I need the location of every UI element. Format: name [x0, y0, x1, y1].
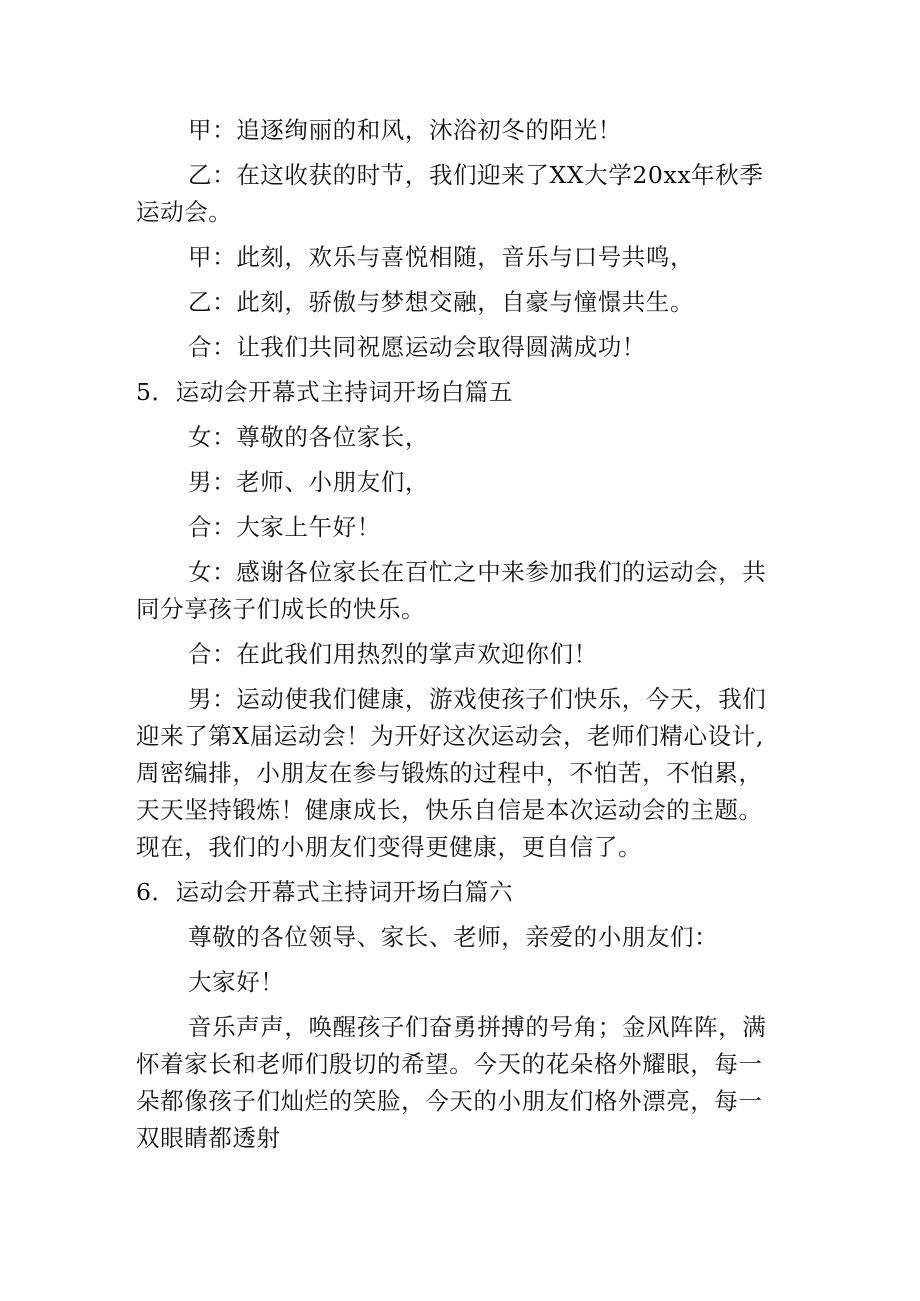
paragraph: 大家好！ — [188, 968, 285, 996]
paragraph: 音乐声声，唤醒孩子们奋勇拼搏的号角；金风阵阵，满怀着家长和老师们殷切的希望。今天的花朵格外耀眼，每一朵都像孩子们灿烂的笑脸，今天的小朋友们格外漂亮，每一双眼睛都透射 — [136, 1013, 767, 1152]
paragraph: 尊敬的各位领导、家长、老师，亲爱的小朋友们： — [188, 923, 719, 951]
paragraph: 甲：追逐绚丽的和风，沐浴初冬的阳光！ — [188, 116, 622, 144]
paragraph: 合：在此我们用热烈的掌声欢迎你们！ — [188, 640, 598, 668]
section-heading: 6．运动会开幕式主持词开场白篇六 — [136, 878, 514, 906]
paragraph: 乙：此刻，骄傲与梦想交融，自豪与憧憬共生。 — [188, 288, 695, 316]
paragraph: 男：运动使我们健康，游戏使孩子们快乐，今天，我们迎来了第X届运动会！为开好这次运动会，老师们精心设计,周密编排，小朋友在参与锻炼的过程中，不怕苦，不怕累，天天坚持锻炼！健康成长，快乐自信是本次运动会的主题。现在，我们的小朋友们变得更健康，更自信了。 — [136, 685, 767, 861]
section-heading: 5．运动会开幕式主持词开场白篇五 — [136, 378, 514, 406]
document-body — [136, 112, 776, 1157]
paragraph: 男：老师、小朋友们， — [188, 468, 429, 496]
paragraph: 甲：此刻，欢乐与喜悦相随，音乐与口号共鸣， — [188, 243, 695, 271]
paragraph: 女：感谢各位家长在百忙之中来参加我们的运动会，共同分享孩子们成长的快乐。 — [136, 558, 767, 623]
paragraph: 乙：在这收获的时节，我们迎来了XX大学20xx年秋季运动会。 — [136, 161, 764, 226]
paragraph: 合：让我们共同祝愿运动会取得圆满成功！ — [188, 333, 646, 361]
paragraph: 合：大家上午好！ — [188, 513, 381, 541]
paragraph: 女：尊敬的各位家长， — [188, 423, 429, 451]
